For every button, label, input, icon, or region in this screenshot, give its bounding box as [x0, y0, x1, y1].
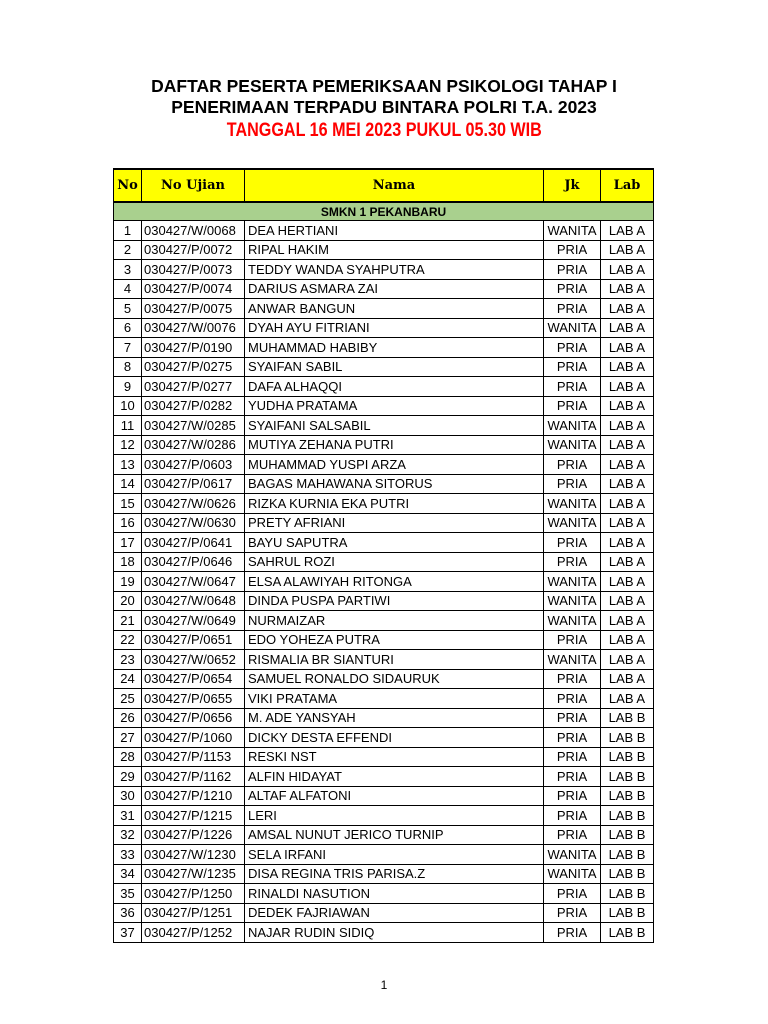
cell-lab: LAB A: [601, 670, 654, 690]
cell-lab: LAB B: [601, 728, 654, 748]
cell-nama: RINALDI NASUTION: [245, 884, 544, 904]
cell-nama: DINDA PUSPA PARTIWI: [245, 592, 544, 612]
exam-date-text: TANGGAL 16 MEI 2023 PUKUL 05.30 WIB: [226, 120, 542, 141]
cell-nama: SELA IRFANI: [245, 845, 544, 865]
cell-nama: MUHAMMAD YUSPI ARZA: [245, 455, 544, 475]
table-row: [114, 592, 654, 612]
cell-no-ujian: 030427/W/0652: [142, 650, 245, 670]
document-title-line-1: DAFTAR PESERTA PEMERIKSAAN PSIKOLOGI TAHAP I: [151, 76, 617, 96]
cell-no: 22: [114, 631, 142, 651]
cell-no-ujian: 030427/W/1235: [142, 865, 245, 885]
cell-no: 15: [114, 494, 142, 514]
cell-no-ujian: 030427/P/0072: [142, 241, 245, 261]
cell-nama: VIKI PRATAMA: [245, 689, 544, 709]
cell-jk: WANITA: [544, 436, 601, 456]
table-row: [114, 670, 654, 690]
cell-lab: LAB A: [601, 221, 654, 241]
cell-no: 23: [114, 650, 142, 670]
table-row: [114, 650, 654, 670]
cell-nama: MUTIYA ZEHANA PUTRI: [245, 436, 544, 456]
cell-jk: PRIA: [544, 260, 601, 280]
cell-jk: WANITA: [544, 572, 601, 592]
cell-nama: RIPAL HAKIM: [245, 241, 544, 261]
cell-no-ujian: 030427/W/0647: [142, 572, 245, 592]
cell-lab: LAB A: [601, 455, 654, 475]
table-row: [114, 494, 654, 514]
header-no: No: [114, 170, 142, 203]
cell-no-ujian: 030427/P/0074: [142, 280, 245, 300]
table-row: [114, 767, 654, 787]
table-row: [114, 397, 654, 417]
table-row: [114, 787, 654, 807]
table-row: [114, 748, 654, 768]
cell-lab: LAB A: [601, 299, 654, 319]
cell-jk: PRIA: [544, 826, 601, 846]
cell-lab: LAB A: [601, 553, 654, 573]
cell-no: 26: [114, 709, 142, 729]
table-row: [114, 884, 654, 904]
cell-no-ujian: 030427/P/0646: [142, 553, 245, 573]
cell-nama: ELSA ALAWIYAH RITONGA: [245, 572, 544, 592]
cell-no: 16: [114, 514, 142, 534]
cell-lab: LAB B: [601, 748, 654, 768]
table-row: [114, 299, 654, 319]
cell-no: 33: [114, 845, 142, 865]
cell-no-ujian: 030427/W/0286: [142, 436, 245, 456]
cell-lab: LAB A: [601, 650, 654, 670]
cell-nama: DYAH AYU FITRIANI: [245, 319, 544, 339]
cell-no-ujian: 030427/P/1251: [142, 904, 245, 924]
cell-no: 6: [114, 319, 142, 339]
cell-nama: AMSAL NUNUT JERICO TURNIP: [245, 826, 544, 846]
cell-jk: PRIA: [544, 377, 601, 397]
cell-no-ujian: 030427/P/0654: [142, 670, 245, 690]
cell-no: 37: [114, 923, 142, 943]
cell-nama: NURMAIZAR: [245, 611, 544, 631]
cell-no-ujian: 030427/P/1226: [142, 826, 245, 846]
table-body: [114, 221, 654, 943]
table-row: [114, 377, 654, 397]
cell-no-ujian: 030427/P/1210: [142, 787, 245, 807]
cell-no-ujian: 030427/P/0651: [142, 631, 245, 651]
cell-lab: LAB A: [601, 358, 654, 378]
cell-jk: WANITA: [544, 650, 601, 670]
cell-lab: LAB A: [601, 260, 654, 280]
cell-lab: LAB A: [601, 514, 654, 534]
cell-nama: ANWAR BANGUN: [245, 299, 544, 319]
table-row: [114, 221, 654, 241]
header-jk: Jk: [544, 170, 601, 203]
cell-no-ujian: 030427/P/0655: [142, 689, 245, 709]
cell-nama: RIZKA KURNIA EKA PUTRI: [245, 494, 544, 514]
cell-nama: MUHAMMAD HABIBY: [245, 338, 544, 358]
cell-lab: LAB A: [601, 436, 654, 456]
cell-nama: M. ADE YANSYAH: [245, 709, 544, 729]
cell-jk: WANITA: [544, 845, 601, 865]
cell-nama: BAGAS MAHAWANA SITORUS: [245, 475, 544, 495]
cell-lab: LAB A: [601, 397, 654, 417]
cell-no: 18: [114, 553, 142, 573]
cell-no-ujian: 030427/P/0075: [142, 299, 245, 319]
cell-jk: PRIA: [544, 397, 601, 417]
cell-nama: LERI: [245, 806, 544, 826]
cell-jk: PRIA: [544, 728, 601, 748]
section-row: [114, 203, 654, 221]
cell-jk: PRIA: [544, 358, 601, 378]
exam-date-line: [0, 119, 768, 142]
cell-no: 1: [114, 221, 142, 241]
cell-no: 32: [114, 826, 142, 846]
cell-no-ujian: 030427/P/1162: [142, 767, 245, 787]
participant-table: [113, 168, 654, 943]
cell-nama: NAJAR RUDIN SIDIQ: [245, 923, 544, 943]
cell-no-ujian: 030427/P/0656: [142, 709, 245, 729]
cell-jk: WANITA: [544, 514, 601, 534]
cell-no-ujian: 030427/P/1060: [142, 728, 245, 748]
cell-jk: PRIA: [544, 689, 601, 709]
cell-lab: LAB A: [601, 689, 654, 709]
table-row: [114, 358, 654, 378]
table-row: [114, 475, 654, 495]
cell-no-ujian: 030427/P/1252: [142, 923, 245, 943]
cell-no: 12: [114, 436, 142, 456]
table-row: [114, 728, 654, 748]
cell-lab: LAB B: [601, 767, 654, 787]
table-row: [114, 826, 654, 846]
cell-no: 31: [114, 806, 142, 826]
cell-jk: PRIA: [544, 767, 601, 787]
cell-nama: EDO YOHEZA PUTRA: [245, 631, 544, 651]
cell-nama: TEDDY WANDA SYAHPUTRA: [245, 260, 544, 280]
cell-nama: BAYU SAPUTRA: [245, 533, 544, 553]
table-row: [114, 904, 654, 924]
cell-no: 8: [114, 358, 142, 378]
cell-no: 3: [114, 260, 142, 280]
section-label: SMKN 1 PEKANBARU: [114, 203, 654, 221]
cell-no-ujian: 030427/P/0617: [142, 475, 245, 495]
cell-no-ujian: 030427/W/0630: [142, 514, 245, 534]
table-row: [114, 319, 654, 339]
cell-jk: WANITA: [544, 416, 601, 436]
cell-lab: LAB B: [601, 806, 654, 826]
cell-nama: ALTAF ALFATONI: [245, 787, 544, 807]
cell-no: 9: [114, 377, 142, 397]
cell-lab: LAB A: [601, 338, 654, 358]
cell-nama: RISMALIA BR SIANTURI: [245, 650, 544, 670]
cell-jk: WANITA: [544, 319, 601, 339]
cell-lab: LAB B: [601, 845, 654, 865]
cell-nama: SYAIFAN SABIL: [245, 358, 544, 378]
table-row: [114, 533, 654, 553]
cell-lab: LAB A: [601, 631, 654, 651]
cell-no-ujian: 030427/P/0277: [142, 377, 245, 397]
cell-lab: LAB A: [601, 280, 654, 300]
table-row: [114, 338, 654, 358]
cell-jk: PRIA: [544, 338, 601, 358]
cell-jk: PRIA: [544, 553, 601, 573]
cell-no: 35: [114, 884, 142, 904]
header-no-ujian: No Ujian: [142, 170, 245, 203]
cell-no: 24: [114, 670, 142, 690]
cell-no: 30: [114, 787, 142, 807]
cell-lab: LAB A: [601, 494, 654, 514]
cell-nama: DEA HERTIANI: [245, 221, 544, 241]
cell-lab: LAB B: [601, 904, 654, 924]
cell-lab: LAB B: [601, 923, 654, 943]
cell-no-ujian: 030427/W/0285: [142, 416, 245, 436]
table-row: [114, 845, 654, 865]
table-row: [114, 631, 654, 651]
cell-no: 4: [114, 280, 142, 300]
cell-no-ujian: 030427/W/0068: [142, 221, 245, 241]
cell-no: 2: [114, 241, 142, 261]
cell-jk: PRIA: [544, 241, 601, 261]
cell-no-ujian: 030427/W/0076: [142, 319, 245, 339]
cell-no-ujian: 030427/W/0649: [142, 611, 245, 631]
cell-lab: LAB B: [601, 884, 654, 904]
header-lab: Lab: [601, 170, 654, 203]
cell-no: 14: [114, 475, 142, 495]
cell-lab: LAB A: [601, 416, 654, 436]
cell-no: 5: [114, 299, 142, 319]
cell-nama: ALFIN HIDAYAT: [245, 767, 544, 787]
cell-no-ujian: 030427/P/0603: [142, 455, 245, 475]
cell-no-ujian: 030427/P/0190: [142, 338, 245, 358]
header-nama: Nama: [245, 170, 544, 203]
cell-no-ujian: 030427/P/0641: [142, 533, 245, 553]
cell-jk: PRIA: [544, 923, 601, 943]
cell-no: 25: [114, 689, 142, 709]
cell-jk: PRIA: [544, 806, 601, 826]
cell-no: 7: [114, 338, 142, 358]
cell-jk: PRIA: [544, 884, 601, 904]
cell-no: 28: [114, 748, 142, 768]
cell-no: 34: [114, 865, 142, 885]
table-row: [114, 260, 654, 280]
table-row: [114, 923, 654, 943]
cell-no-ujian: 030427/W/0626: [142, 494, 245, 514]
cell-nama: SAMUEL RONALDO SIDAURUK: [245, 670, 544, 690]
cell-jk: WANITA: [544, 611, 601, 631]
table-row: [114, 689, 654, 709]
cell-jk: PRIA: [544, 748, 601, 768]
cell-jk: PRIA: [544, 631, 601, 651]
cell-no: 17: [114, 533, 142, 553]
cell-no-ujian: 030427/P/0073: [142, 260, 245, 280]
cell-no: 21: [114, 611, 142, 631]
document-title-line-2: PENERIMAAN TERPADU BINTARA POLRI T.A. 2023: [171, 97, 597, 117]
cell-jk: WANITA: [544, 221, 601, 241]
cell-nama: DICKY DESTA EFFENDI: [245, 728, 544, 748]
cell-jk: WANITA: [544, 494, 601, 514]
table-row: [114, 611, 654, 631]
table-row: [114, 709, 654, 729]
cell-nama: RESKI NST: [245, 748, 544, 768]
cell-nama: SYAIFANI SALSABIL: [245, 416, 544, 436]
cell-nama: DARIUS ASMARA ZAI: [245, 280, 544, 300]
table-row: [114, 572, 654, 592]
cell-jk: PRIA: [544, 709, 601, 729]
cell-no: 19: [114, 572, 142, 592]
cell-lab: LAB A: [601, 377, 654, 397]
cell-nama: PRETY AFRIANI: [245, 514, 544, 534]
page-number: 1: [380, 978, 388, 992]
cell-jk: WANITA: [544, 592, 601, 612]
cell-no-ujian: 030427/P/1153: [142, 748, 245, 768]
cell-lab: LAB A: [601, 319, 654, 339]
table-row: [114, 280, 654, 300]
cell-no-ujian: 030427/P/1250: [142, 884, 245, 904]
cell-lab: LAB B: [601, 787, 654, 807]
cell-jk: WANITA: [544, 865, 601, 885]
table-header-row: [114, 170, 654, 203]
cell-no-ujian: 030427/P/0282: [142, 397, 245, 417]
cell-no-ujian: 030427/W/1230: [142, 845, 245, 865]
cell-no: 20: [114, 592, 142, 612]
cell-jk: PRIA: [544, 670, 601, 690]
cell-lab: LAB A: [601, 533, 654, 553]
cell-lab: LAB A: [601, 241, 654, 261]
cell-no-ujian: 030427/P/1215: [142, 806, 245, 826]
cell-lab: LAB A: [601, 475, 654, 495]
cell-lab: LAB A: [601, 572, 654, 592]
table-row: [114, 416, 654, 436]
cell-jk: PRIA: [544, 904, 601, 924]
table-row: [114, 514, 654, 534]
cell-lab: LAB B: [601, 865, 654, 885]
cell-jk: PRIA: [544, 280, 601, 300]
cell-nama: SAHRUL ROZI: [245, 553, 544, 573]
cell-lab: LAB B: [601, 709, 654, 729]
cell-lab: LAB B: [601, 826, 654, 846]
table-row: [114, 455, 654, 475]
table-row: [114, 865, 654, 885]
cell-jk: PRIA: [544, 533, 601, 553]
cell-no-ujian: 030427/P/0275: [142, 358, 245, 378]
cell-no: 10: [114, 397, 142, 417]
cell-jk: PRIA: [544, 299, 601, 319]
cell-no: 29: [114, 767, 142, 787]
cell-no: 27: [114, 728, 142, 748]
table-row: [114, 436, 654, 456]
cell-jk: PRIA: [544, 475, 601, 495]
cell-no-ujian: 030427/W/0648: [142, 592, 245, 612]
cell-nama: DEDEK FAJRIAWAN: [245, 904, 544, 924]
table-row: [114, 806, 654, 826]
cell-no: 13: [114, 455, 142, 475]
cell-jk: PRIA: [544, 787, 601, 807]
cell-lab: LAB A: [601, 611, 654, 631]
table-row: [114, 241, 654, 261]
table-row: [114, 553, 654, 573]
cell-nama: DAFA ALHAQQI: [245, 377, 544, 397]
cell-nama: DISA REGINA TRIS PARISA.Z: [245, 865, 544, 885]
cell-nama: YUDHA PRATAMA: [245, 397, 544, 417]
cell-no: 11: [114, 416, 142, 436]
cell-no: 36: [114, 904, 142, 924]
cell-lab: LAB A: [601, 592, 654, 612]
cell-jk: PRIA: [544, 455, 601, 475]
